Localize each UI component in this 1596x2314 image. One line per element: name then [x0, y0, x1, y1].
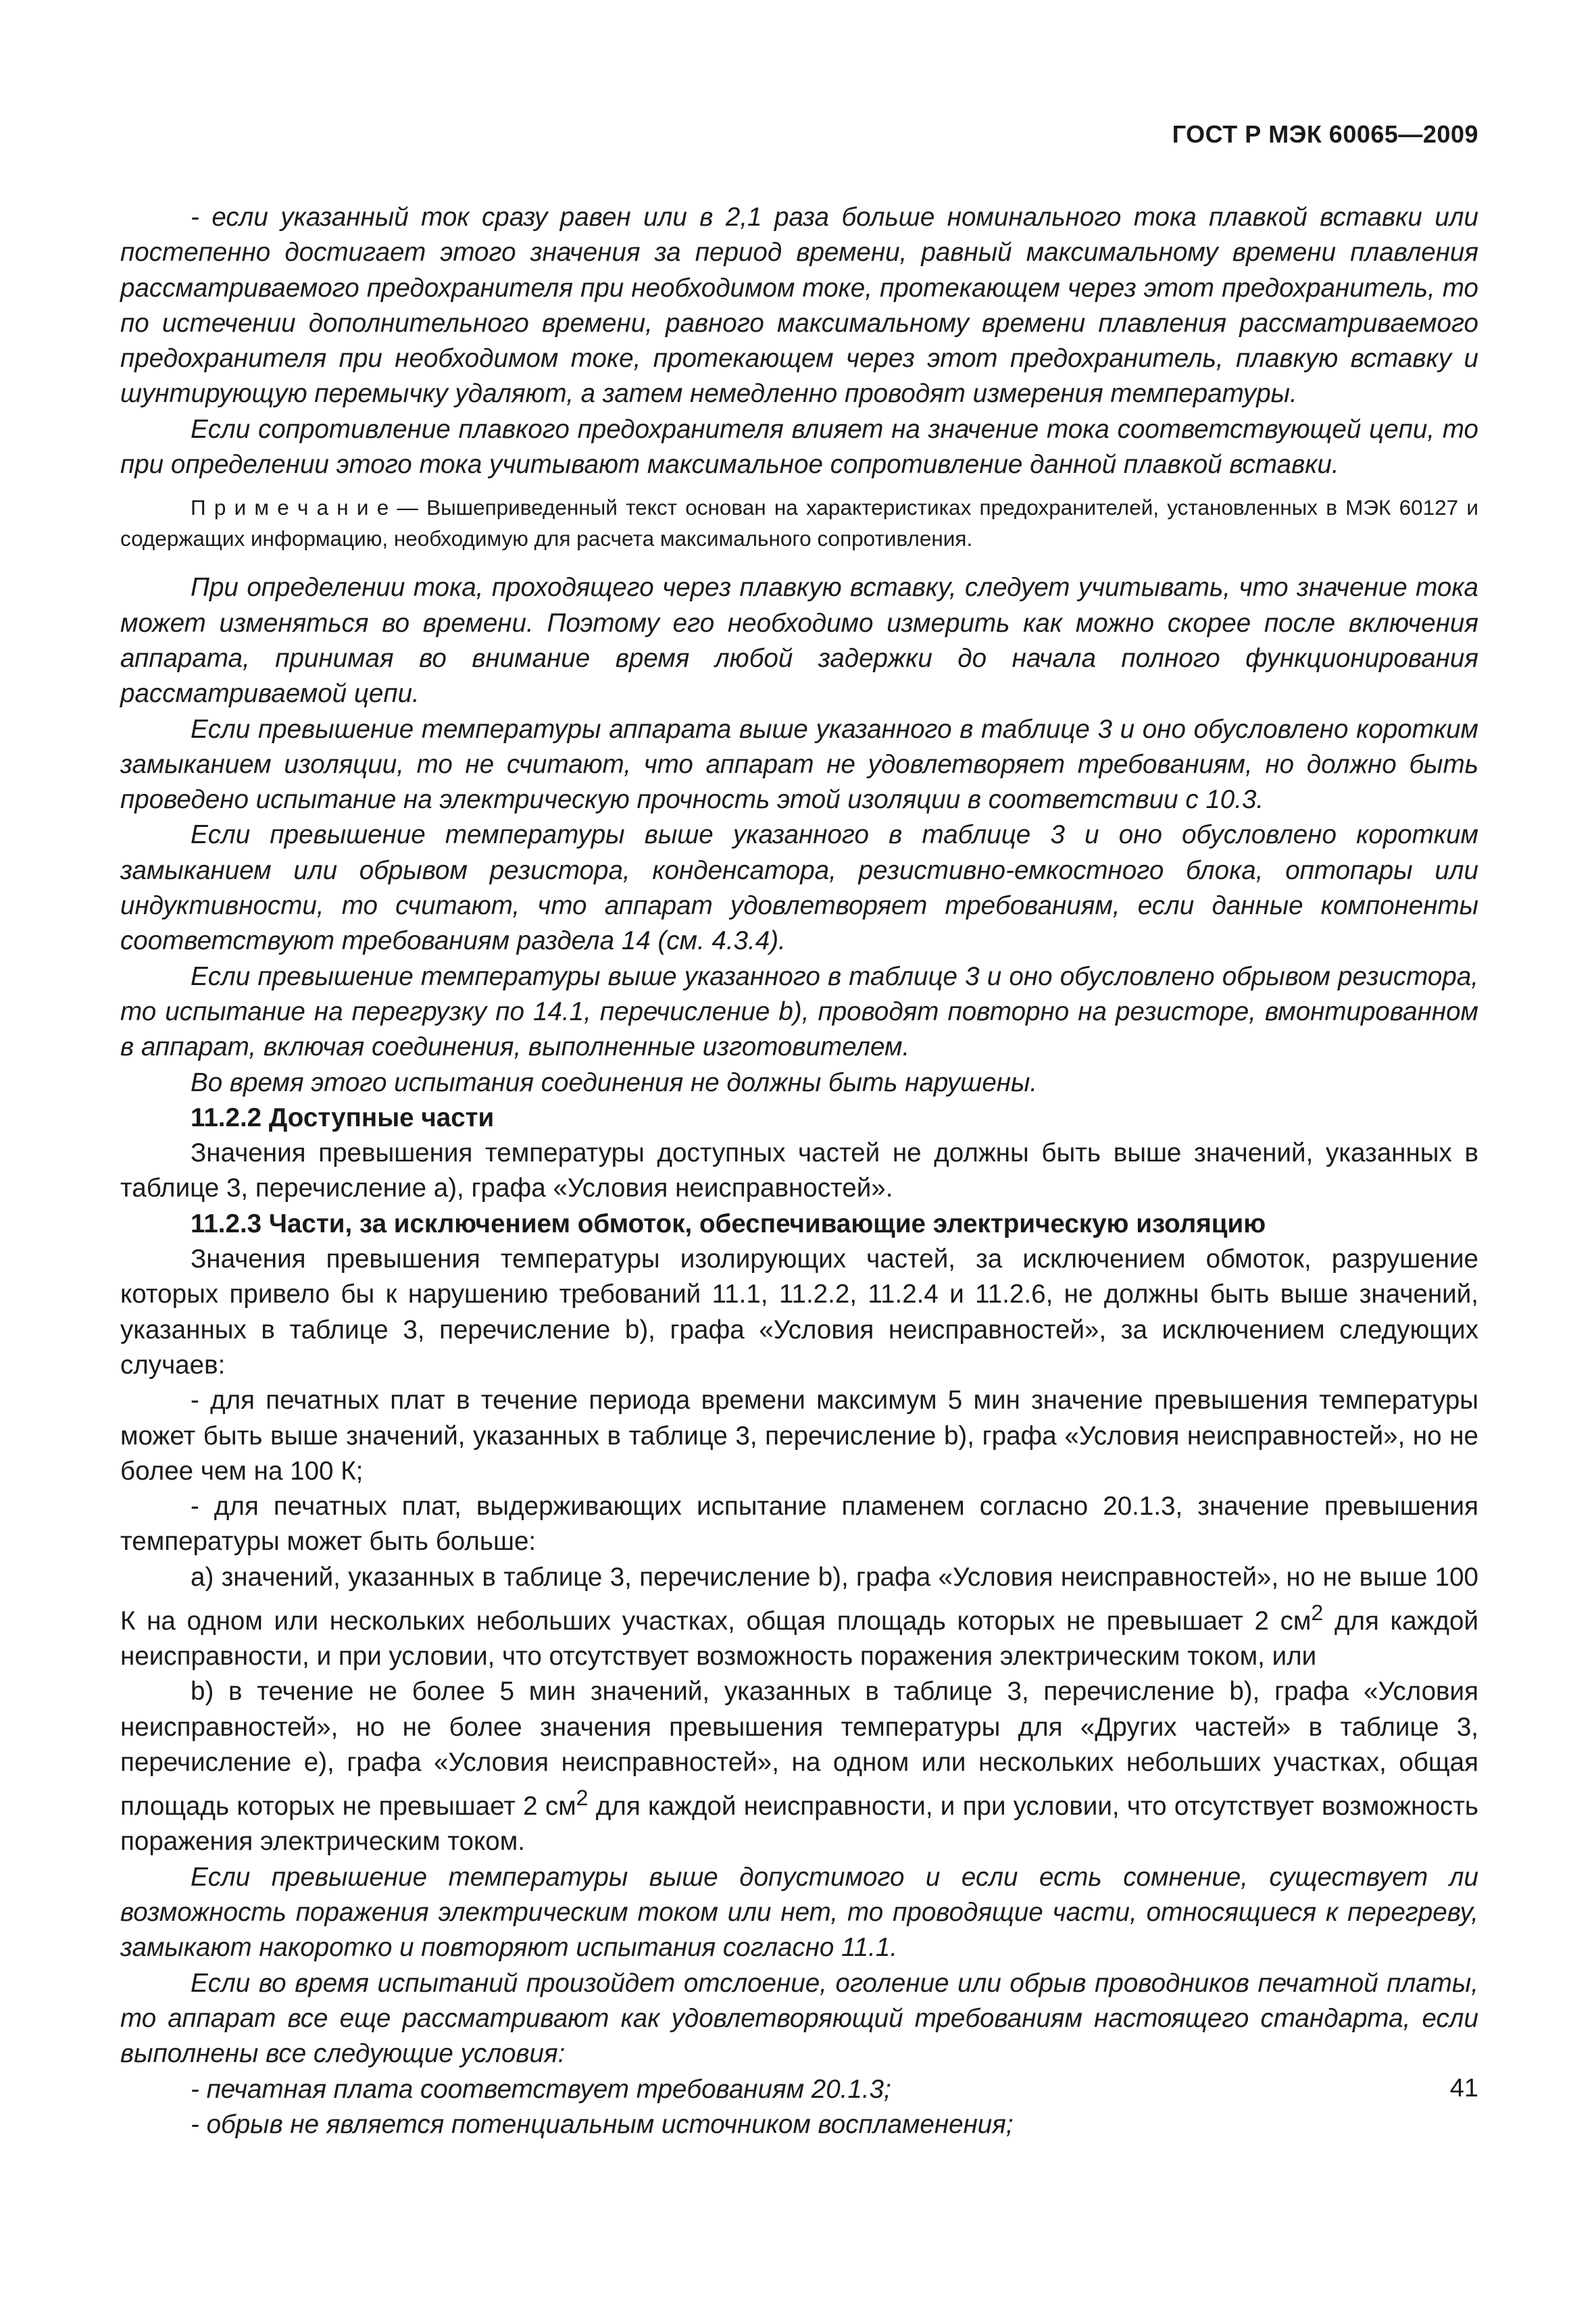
- list-item-a: [120, 1560, 1478, 1675]
- list-item: - для печатных плат, выдерживающих испытание пламенем согласно 20.1.3, значение превышения температуры может быть больше:: [120, 1492, 1478, 1557]
- paragraph: Значения превышения температуры изолирующих частей, за исключением обмоток, разрушение которых привело бы к нарушению требований 11.1, 11.2.2, 11.2.4 и 11.2.6, не должны быть выше значений, указанных в таблице 3, перечисление b), графа «Условия неисправностей», за исключением следующих случаев:: [120, 1244, 1478, 1380]
- paragraph: Если превышение температуры аппарата выше указанного в таблице 3 и оно обусловлено коротким замыканием изоляции, то не считают, что аппарат не удовлетворяет требованиям, но должно быть проведено испытание на электрическую прочность этой изоляции в соответствии с 10.3.: [120, 714, 1478, 815]
- list-item: - обрыв не является потенциальным источником воспламенения;: [191, 2109, 1014, 2139]
- paragraph: Если превышение температуры выше указанного в таблице 3 и оно обусловлено обрывом резистора, то испытание на перегрузку по 14.1, перечисление b), проводят повторно на резисторе, вмонтированном в аппарат, включая соединения, выполненные изготовителем.: [120, 961, 1478, 1062]
- note-label: П р и м е ч а н и е: [191, 495, 389, 520]
- paragraph: Значения превышения температуры доступных частей не должны быть выше значений, указанных в таблице 3, перечисление а), графа «Условия неисправностей».: [120, 1138, 1478, 1203]
- superscript: 2: [1311, 1600, 1324, 1625]
- paragraph: При определении тока, проходящего через плавкую вставку, следует учитывать, что значение тока может изменяться во времени. Поэтому его необходимо измерить как можно скорее после включения аппарата, принимая во внимание время любой задержки до начала полного функционирования рассматриваемой цепи.: [120, 573, 1478, 709]
- standard-header: ГОСТ Р МЭК 60065—2009: [1172, 120, 1478, 148]
- superscript: 2: [576, 1786, 589, 1811]
- paragraph: Если превышение температуры выше допустимого и если есть сомнение, существует ли возможность поражения электрическим током или нет, то проводящие части, относящиеся к перегреву, замыкают накоротко и повторяют испытания согласно 11.1.: [120, 1862, 1478, 1963]
- paragraph: Если во время испытаний произойдет отслоение, оголение или обрыв проводников печатной платы, то аппарат все еще рассматривают как удовлетворяющий требованиям настоящего стандарта, если выполнены все следующие условия:: [120, 1968, 1478, 2069]
- note-text: — Вышеприведенный текст основан на характеристиках предохранителей, установленных в МЭК 60127 и содержащих информацию, необходимую для расчета максимального сопротивления.: [120, 495, 1478, 551]
- section-heading-11-2-3: 11.2.3 Части, за исключением обмоток, обеспечивающие электрическую изоляцию: [191, 1209, 1266, 1238]
- paragraph: - если указанный ток сразу равен или в 2,1 раза больше номинального тока плавкой вставки или постепенно достигает этого значения за период времени, равный максимальному времени плавления рассматриваемого предохранителя при необходимом токе, протекающем через этот предохранитель, то по истечении дополнительного времени, равного максимальному времени плавления рассматриваемого предохранителя при необходимом токе, протекающем через этот предохранитель, плавкую вставку и шунтирующую перемычку удаляют, а затем немедленно проводят измерения температуры.: [120, 203, 1478, 409]
- page-content: [120, 200, 1478, 2142]
- item-b-text-cont: для каждой неисправности, и при условии, что отсутствует возможность поражения электрическим током.: [120, 1792, 1478, 1857]
- paragraph: Если сопротивление плавкого предохранителя влияет на значение тока соответствующей цепи, то при определении этого тока учитывают максимальное сопротивление данной плавкой вставки.: [120, 414, 1478, 480]
- list-item: - для печатных плат в течение периода времени максимум 5 мин значение превышения температуры может быть выше значений, указанных в таблице 3, перечисление b), графа «Условия неисправностей», но не более чем на 100 К;: [120, 1386, 1478, 1486]
- section-heading-11-2-2: 11.2.2 Доступные части: [191, 1103, 495, 1132]
- page-number: 41: [1449, 2074, 1478, 2103]
- paragraph: Во время этого испытания соединения не должны быть нарушены.: [191, 1067, 1038, 1097]
- item-b-text: b) в течение не более 5 мин значений, указанных в таблице 3, перечисление b), графа «Условия неисправностей», но не более значения превышения температуры для «Других частей» в таблице 3, перечисление е), графа «Условия неисправностей», на одном или нескольких небольших участках, общая площадь которых не превышает 2 см: [120, 1677, 1478, 1821]
- item-a-text: а) значений, указанных в таблице 3, перечисление b), графа «Условия неисправностей», но не выше 100 К на одном или нескольких небольших участках, общая площадь которых не превышает 2 см: [120, 1562, 1478, 1636]
- paragraph: Если превышение температуры выше указанного в таблице 3 и оно обусловлено коротким замыканием или обрывом резистора, конденсатора, резистивно-емкостного блока, оптопары или индуктивности, то считают, что аппарат удовлетворяет требованиям, если данные компоненты соответствуют требованиям раздела 14 (см. 4.3.4).: [120, 820, 1478, 956]
- list-item-b: [120, 1674, 1478, 1859]
- item-a-text-cont: для каждой неисправности, и при условии, что отсутствует возможность поражения электрическим током, или: [120, 1606, 1478, 1671]
- note: [120, 492, 1478, 554]
- list-item: - печатная плата соответствует требованиям 20.1.3;: [191, 2074, 891, 2104]
